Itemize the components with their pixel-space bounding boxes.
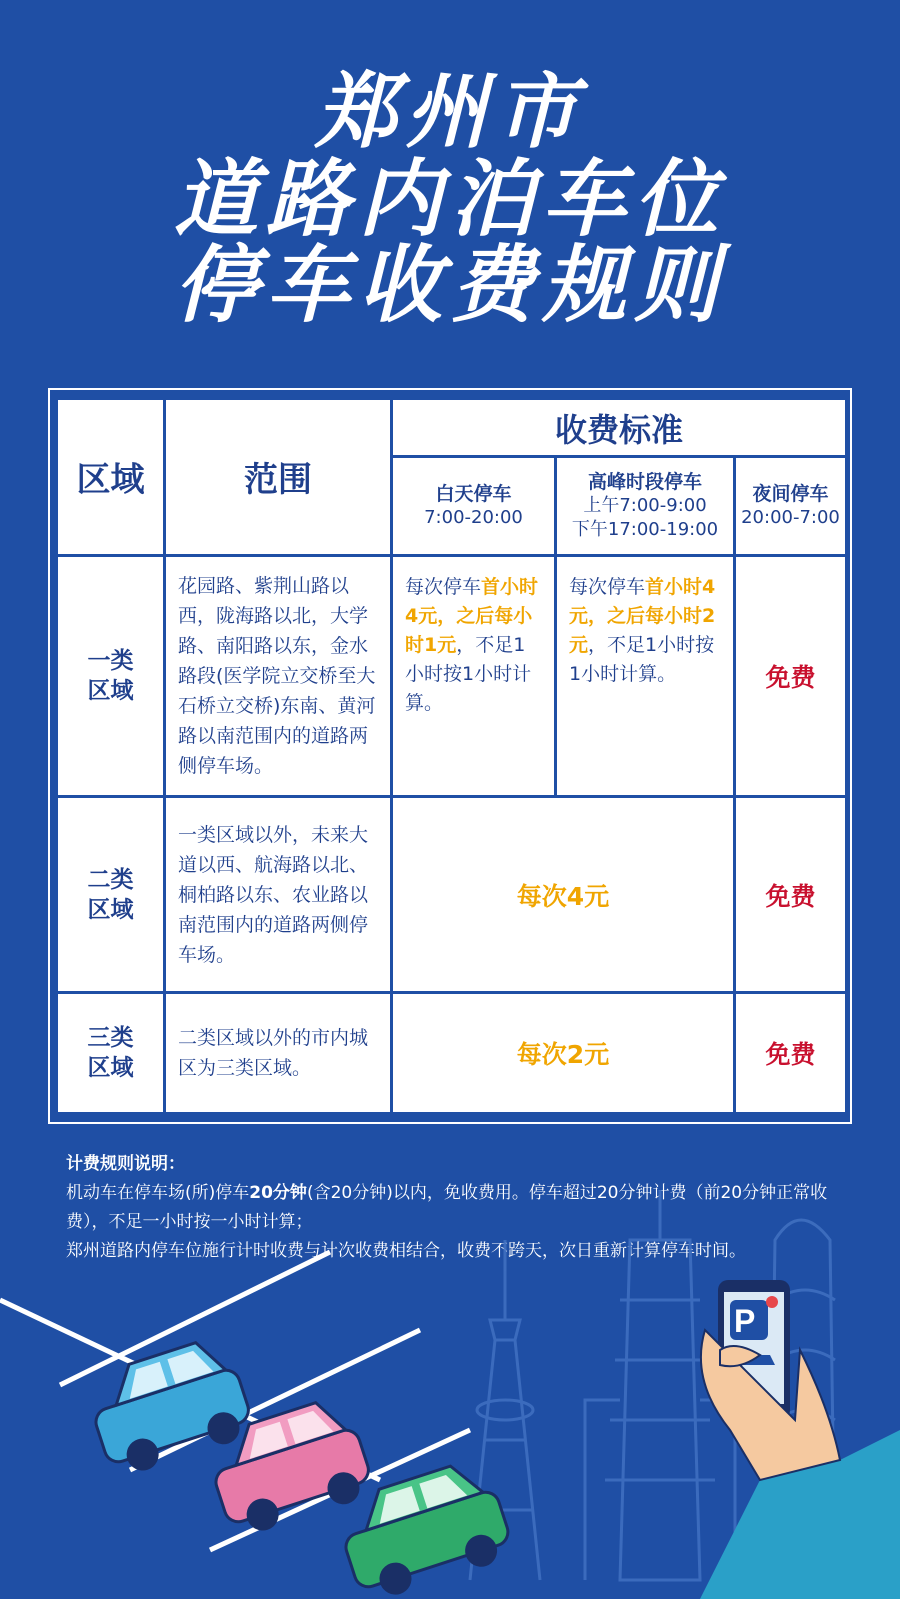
- peak-name: 高峰时段停车: [587, 470, 702, 493]
- table-row: [57, 555, 847, 796]
- flat-fee: 每次2元: [392, 993, 735, 1114]
- peak-time-morning: 上午7:00-9:00: [583, 494, 707, 516]
- zone-name: 一类 区域: [57, 555, 165, 796]
- zone-range: 花园路、紫荆山路以西，陇海路以北，大学路、南阳路以东，金水路段(医学院立交桥至大石桥立交桥)东南、黄河路以南范围内的道路两侧停车场。: [165, 555, 392, 796]
- peak-time-afternoon: 下午17:00-19:00: [571, 518, 719, 540]
- zone-range: 二类区域以外的市内城区为三类区域。: [165, 993, 392, 1114]
- day-header: [392, 457, 556, 555]
- title-line-2: 道路内泊车位: [173, 150, 726, 248]
- zone-name: 二类 区域: [57, 796, 165, 993]
- notes-paragraph-1: 机动车在停车场(所)停车20分钟(含20分钟)以内，免收费用。停车超过20分钟计费（前20分钟正常收费），不足一小时按一小时计算；: [66, 1183, 828, 1232]
- title-line-1: 郑州市: [315, 65, 585, 160]
- phone-parking-icon: [700, 1280, 900, 1599]
- car-icon: [82, 1333, 257, 1480]
- poster-title: [0, 65, 900, 334]
- night-header: [735, 457, 847, 555]
- peak-header: [556, 457, 735, 555]
- table-row: [57, 796, 847, 993]
- day-rule: 每次停车首小时4元，之后每小时1元，不足1小时按1小时计算。: [392, 555, 556, 796]
- day-time: 7:00-20:00: [424, 506, 523, 528]
- zone-range: 一类区域以外，未来大道以西、航海路以北、桐柏路以东、农业路以南范围内的道路两侧停车场。: [165, 796, 392, 993]
- notes-paragraph-2: 郑州道路内停车位施行计时收费与计次收费相结合，收费不跨天，次日重新计算停车时间。: [66, 1241, 746, 1261]
- title-line-3: 停车收费规则: [173, 236, 726, 334]
- range-header: 范围: [165, 399, 392, 556]
- night-fee: 免费: [735, 993, 847, 1114]
- night-fee: 免费: [735, 796, 847, 993]
- table-row: [57, 993, 847, 1114]
- standard-header: 收费标准: [392, 399, 847, 457]
- day-name: 白天停车: [435, 482, 512, 505]
- phone-sign: P: [734, 1303, 756, 1339]
- fee-table: [55, 397, 848, 1115]
- zone-header: 区域: [57, 399, 165, 556]
- notes-title: 计费规则说明：: [66, 1154, 185, 1174]
- night-name: 夜间停车: [752, 482, 829, 505]
- parking-illustration: [0, 1180, 900, 1599]
- night-fee: 免费: [735, 555, 847, 796]
- zone-name: 三类 区域: [57, 993, 165, 1114]
- flat-fee: 每次4元: [392, 796, 735, 993]
- peak-rule: 每次停车首小时4元，之后每小时2元，不足1小时按1小时计算。: [556, 555, 735, 796]
- night-time: 20:00-7:00: [741, 506, 840, 528]
